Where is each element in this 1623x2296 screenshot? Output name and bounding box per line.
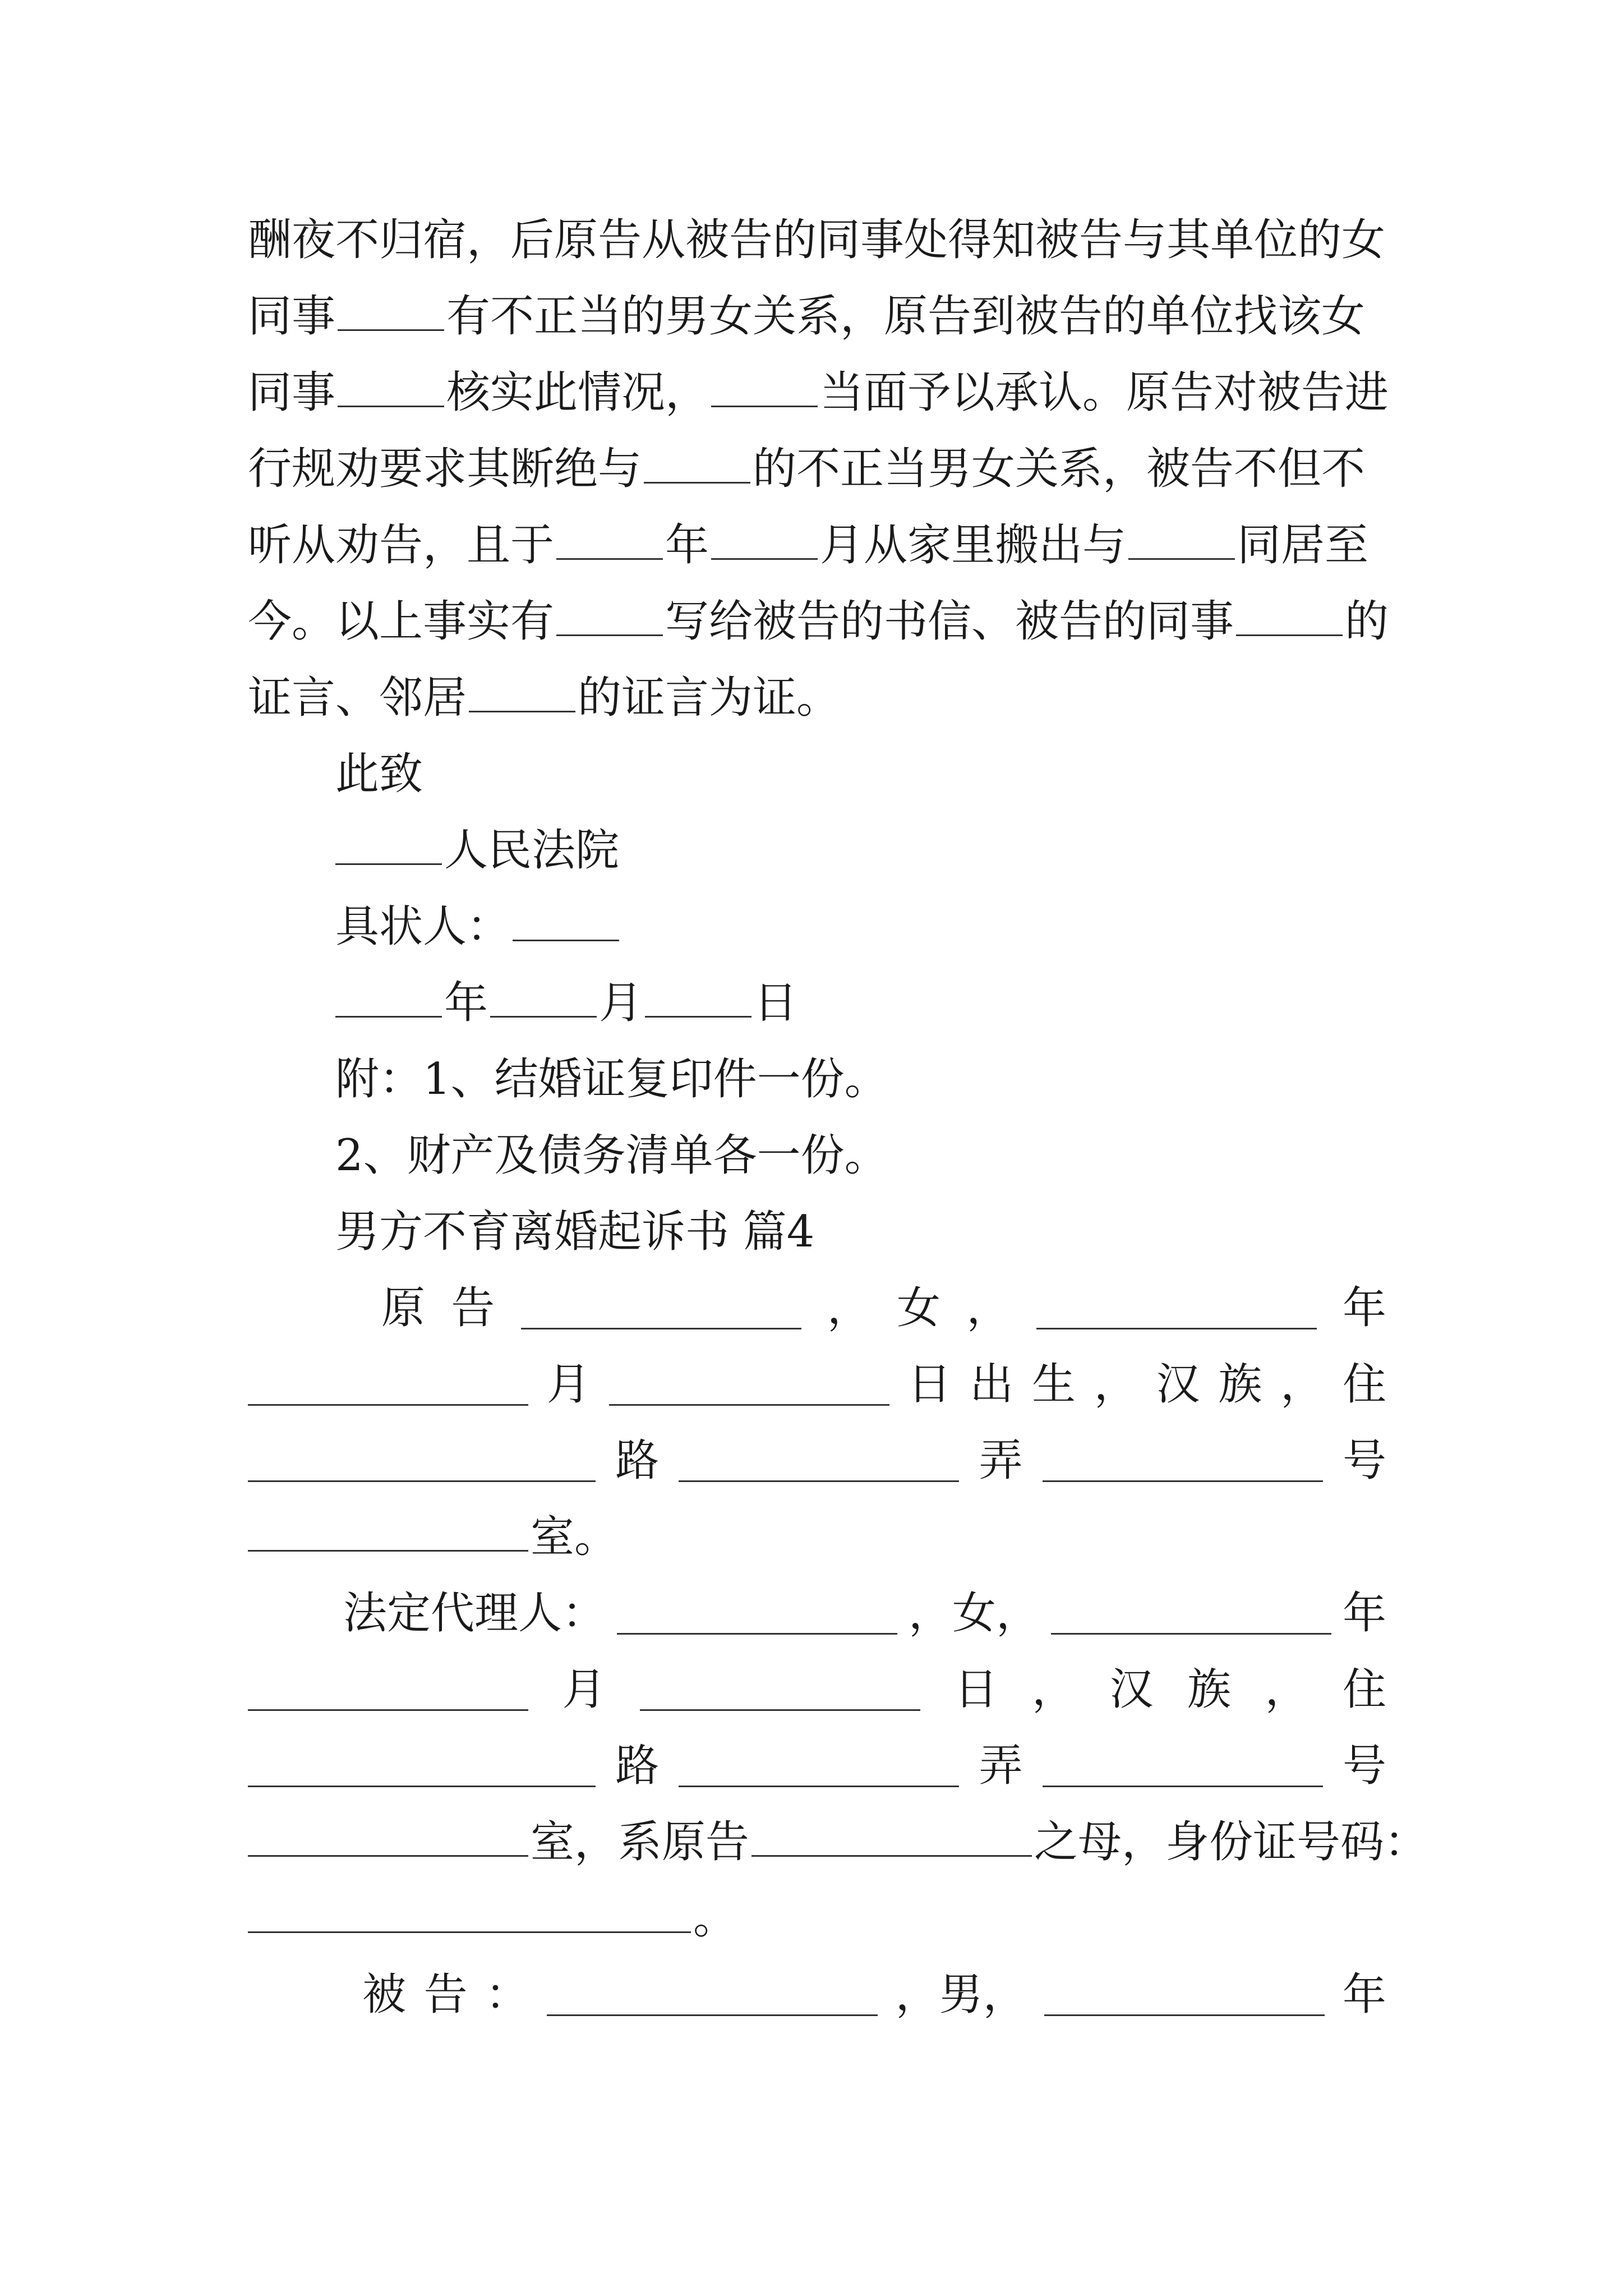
text: 年 [444,978,488,1028]
blank-line [751,1855,1032,1857]
blank-line [1236,634,1343,636]
plaintiff-line [248,1423,1386,1499]
paragraph-line [248,355,1389,431]
plaintiff-line [248,1346,1386,1423]
blank-line [248,1709,528,1711]
attachment-line [335,1117,1474,1194]
text: 汉 [1109,1664,1154,1715]
text: 附：1、结婚证复印件一份。 [335,1054,888,1105]
blank-line [679,1785,959,1787]
text: 住 [1342,1359,1386,1410]
plaintiff-line [381,1270,1386,1346]
text: 月 [599,978,643,1028]
text: 证言、邻居 [248,673,467,723]
text: 酬夜不归宿，后原告从被告的同事处得知被告与其单位的女 [248,215,1386,265]
text: 之母，身份证号码： [1034,1817,1428,1867]
text: 号 [1342,1435,1386,1486]
text: 的证言为证。 [578,673,841,723]
blank-line [338,329,444,331]
blank-line [711,405,818,407]
blank-line [609,1404,889,1406]
text: 有不正当的男女关系，原告到被告的单位找该女 [446,291,1366,342]
text: 汉 [1156,1359,1200,1410]
text: 室，系原告 [531,1817,750,1867]
paragraph-line [248,431,1386,507]
text: 生 [1031,1359,1076,1410]
text: 具状人： [335,901,511,952]
text: 日 [754,978,798,1028]
text: ， [966,1283,1011,1333]
blank-line [1036,1327,1317,1329]
text: 年 [1342,1283,1386,1333]
date-line [335,965,1474,1041]
text: 此致 [335,749,423,799]
text: 同事 [248,291,336,342]
attachment-line [335,1041,1474,1117]
paragraph-line [248,202,1386,278]
text: 女 [897,1283,941,1333]
court-line [335,812,1474,889]
paragraph-line [248,583,1389,660]
agent-line [248,1804,1428,1880]
text: 2、财产及债务清单各一份。 [335,1130,888,1181]
agent-line [248,1728,1386,1804]
blank-line [248,1404,528,1406]
text: 告 [423,1970,468,2020]
blank-line [617,1632,897,1635]
text: 原 [381,1283,426,1333]
text: ， [1031,1664,1076,1715]
blank-line [248,1931,691,1933]
text: 月 [562,1664,606,1715]
text: 日 [954,1664,998,1715]
blank-line [513,939,619,941]
text: 年 [665,520,709,570]
blank-line [556,634,663,636]
text: 今。以上事实有 [248,596,555,647]
plaintiff-line [248,1499,1386,1575]
defendant-line [362,1957,1386,2033]
text: ， [827,1283,871,1333]
blank-line [711,558,818,560]
text: 同事 [248,367,336,418]
blank-line [521,1327,801,1329]
text: 族 [1218,1359,1262,1410]
text: 弄 [979,1741,1023,1791]
agent-line [343,1575,1386,1651]
paragraph-line [248,507,1386,583]
blank-line [1043,1785,1323,1787]
text: 写给被告的书信、被告的同事 [665,596,1234,647]
blank-line [1044,2014,1325,2016]
text: 年 [1342,1970,1386,2020]
blank-line [248,1480,596,1482]
text: 的不正当男女关系，被告不但不 [753,444,1366,494]
text: 月 [546,1359,591,1410]
salutation [335,736,1474,812]
text: 年 [1342,1588,1386,1639]
agent-line [248,1880,1386,1957]
text: 号 [1342,1741,1386,1791]
text: 住 [1342,1664,1386,1715]
text: 。 [693,1893,737,1944]
blank-line [556,558,663,560]
text: ，女， [908,1588,1040,1639]
text: 族 [1187,1664,1231,1715]
paragraph-line [248,278,1386,355]
text: ： [485,1970,529,2020]
blank-line [338,405,444,407]
blank-line [640,1709,920,1711]
section-title [335,1194,1474,1270]
text: 日 [907,1359,952,1410]
text: 当面予以承认。原告对被告进 [820,367,1389,418]
text: 出 [970,1359,1014,1410]
text: 男方不育离婚起诉书 篇4 [335,1207,815,1257]
blank-line [1043,1480,1323,1482]
blank-line [490,1015,597,1018]
text: 的 [1345,596,1389,647]
text: 被 [362,1970,407,2020]
blank-line [1128,558,1235,560]
blank-line [1051,1632,1331,1635]
text: 路 [615,1435,660,1486]
text: 弄 [979,1435,1023,1486]
text: 听从劝告，且于 [248,520,555,570]
agent-line [248,1651,1386,1728]
text: 月从家里搬出与 [820,520,1127,570]
text: 法定代理人： [343,1588,606,1639]
blank-line [248,1785,596,1787]
text: 室。 [531,1512,619,1562]
text: 同居至 [1237,520,1369,570]
blank-line [248,1855,528,1857]
blank-line [645,1015,751,1018]
blank-line [248,1549,528,1552]
text: 路 [615,1741,660,1791]
blank-line [335,1015,442,1018]
blank-line [469,710,575,712]
text: ，男， [895,1970,1027,2020]
text: ， [1094,1359,1138,1410]
signer-line [335,889,1474,965]
blank-line [547,2014,878,2016]
blank-line [679,1480,959,1482]
text: 核实此情况， [446,367,709,418]
blank-line [644,481,750,484]
text: ， [1265,1664,1309,1715]
text: 人民法院 [444,825,620,876]
text: 告 [451,1283,495,1333]
blank-line [335,863,442,865]
text: 行规劝要求其断绝与 [248,444,642,494]
text: ， [1280,1359,1325,1410]
paragraph-line [248,660,1386,736]
